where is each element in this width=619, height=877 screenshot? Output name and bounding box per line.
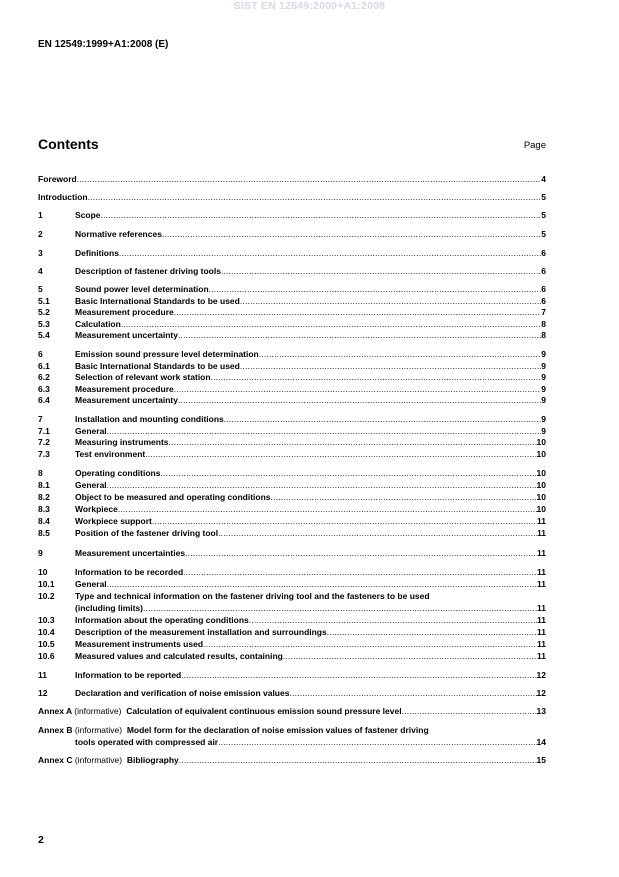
watermark: SIST EN 12549:2000+A1:2008 (233, 0, 386, 12)
toc-label: Scope (75, 210, 101, 220)
toc-number: 1 (38, 210, 43, 220)
toc-label: Model form for the declaration of noise emission values of fastener driving (126, 725, 429, 735)
toc-label: Declaration and verification of noise emission values (75, 688, 290, 698)
annex-label: Annex C (38, 755, 73, 765)
toc-page-number: 10 (536, 492, 546, 502)
toc-label: General (75, 579, 107, 589)
page-title: Contents (38, 136, 99, 152)
toc-label: Type and technical information on the fastener driving tool and the fasteners to be used (75, 591, 430, 601)
toc-label: Workpiece support (75, 516, 152, 526)
toc-page-number: 11 (537, 639, 546, 649)
toc-number: 6 (38, 349, 43, 359)
toc-number: 10.2 (38, 591, 55, 601)
toc-page-number: 5 (541, 210, 546, 220)
toc-page-number: 9 (541, 360, 546, 371)
toc-page-number: 9 (541, 425, 546, 436)
toc-page-number: 10 (536, 480, 546, 490)
toc-page-number: 11 (537, 579, 546, 589)
toc-label: Test environment (75, 448, 146, 459)
toc-page-number: 8 (541, 318, 546, 329)
toc-number: 10.5 (38, 639, 55, 649)
toc-page-number: 11 (537, 528, 546, 538)
toc-page-number: 9 (541, 372, 546, 382)
toc-page-number: 11 (537, 651, 546, 661)
toc-page-number: 15 (536, 755, 546, 765)
toc-page-number: 10 (536, 504, 546, 514)
toc-label: Basic International Standards to be used (75, 360, 240, 371)
toc-number: 5.4 (38, 330, 50, 340)
toc-label: General (75, 425, 107, 436)
toc-label: Object to be measured and operating conditions (75, 492, 271, 502)
toc-page-number: 10 (536, 468, 546, 478)
toc-label: Measurement uncertainty (75, 330, 178, 340)
toc-number: 5.1 (38, 295, 50, 306)
annex-label: Annex B (38, 725, 73, 735)
toc-number: 11 (38, 670, 47, 680)
toc-page-number: 6 (541, 295, 546, 306)
toc-label: Sound power level determination (75, 284, 209, 294)
document-id: EN 12549:1999+A1:2008 (E) (38, 39, 169, 50)
annex-type: (informative) (74, 725, 123, 735)
toc-label: Measurement procedure (75, 307, 174, 317)
toc-label: Foreword (38, 174, 77, 184)
toc-page-number: 6 (541, 284, 546, 294)
toc-label: Measured values and calculated results, containing (75, 651, 283, 661)
toc-number: 5 (38, 284, 43, 294)
toc-label: Measurement instruments used (75, 639, 204, 649)
toc-page-number: 14 (536, 736, 546, 747)
toc-page-number: 9 (541, 349, 546, 359)
toc-page-number: 11 (537, 615, 546, 625)
toc-number: 2 (38, 229, 43, 239)
toc-number: 7.3 (38, 448, 50, 459)
toc-page-number: 4 (541, 174, 546, 184)
toc-label: Description of fastener driving tools (75, 266, 221, 276)
toc-label-continued: (including limits) (75, 602, 143, 613)
toc-label: Definitions (75, 248, 119, 258)
toc-page-number: 8 (541, 330, 546, 340)
toc-page-number: 12 (536, 670, 546, 680)
toc-page-number: 6 (541, 266, 546, 276)
toc-label: Measurement uncertainty (75, 395, 178, 405)
toc-page-number: 11 (537, 516, 546, 526)
toc-page-number: 10 (536, 448, 546, 459)
annex-type: (informative) (74, 755, 123, 765)
toc-label: Measurement uncertainties (75, 548, 186, 558)
toc-number: 6.2 (38, 372, 50, 382)
toc-number: 7.2 (38, 437, 50, 447)
toc-number: 7 (38, 414, 43, 424)
toc-label: Basic International Standards to be used (75, 295, 240, 306)
toc-number: 5.3 (38, 318, 50, 329)
toc-number: 10.4 (38, 627, 55, 637)
toc-number: 8 (38, 468, 43, 478)
toc-page-number: 11 (537, 548, 546, 558)
toc-page-number: 13 (536, 706, 546, 716)
toc-number: 10.6 (38, 651, 55, 661)
toc-label: Measuring instruments (75, 437, 169, 447)
toc-number: 8.5 (38, 528, 50, 538)
toc-label: Introduction (38, 192, 88, 202)
toc-number: 4 (38, 266, 43, 276)
toc-page-number: 7 (541, 307, 546, 317)
toc-number: 10.3 (38, 615, 55, 625)
toc-page-number: 11 (537, 627, 546, 637)
toc-number: 10 (38, 567, 48, 577)
toc-label: Operating conditions (75, 468, 161, 478)
toc-number: 6.3 (38, 383, 50, 394)
toc-page-number: 10 (536, 437, 546, 447)
toc-label: Information to be recorded (75, 567, 184, 577)
toc-page-number: 12 (536, 688, 546, 698)
toc-page-number: 5 (541, 229, 546, 239)
toc-label-continued: tools operated with compressed air (75, 736, 219, 747)
toc-page-number: 9 (541, 414, 546, 424)
toc-label: Calculation of equivalent continuous emission sound pressure level (126, 706, 402, 716)
toc-number: 6.4 (38, 395, 50, 405)
toc-label: Emission sound pressure level determination (75, 349, 259, 359)
toc-label: Normative references (75, 229, 162, 239)
toc-number: 10.1 (38, 579, 55, 589)
annex-label: Annex A (38, 706, 72, 716)
toc-number: 3 (38, 248, 43, 258)
toc-label: General (75, 480, 107, 490)
page-column-label: Page (523, 140, 546, 151)
toc-number: 5.2 (38, 307, 50, 317)
toc-label: Information to be reported (75, 670, 182, 680)
toc-label: Measurement procedure (75, 383, 174, 394)
toc-number: 7.1 (38, 425, 50, 436)
toc-number: 9 (38, 548, 43, 558)
toc-label: Description of the measurement installation and surroundings (75, 627, 327, 637)
toc-number: 8.2 (38, 492, 50, 502)
toc-number: 8.4 (38, 516, 50, 526)
toc-label: Information about the operating conditions (75, 615, 249, 625)
page-number: 2 (38, 834, 44, 846)
toc-page-number: 6 (541, 248, 546, 258)
toc-label: Position of the fastener driving tool (75, 528, 219, 538)
toc-label: Selection of relevant work station (75, 372, 211, 382)
toc-number: 8.1 (38, 480, 50, 490)
toc-label: Calculation (75, 318, 121, 329)
toc-page-number: 11 (537, 602, 546, 613)
annex-type: (informative) (74, 706, 122, 716)
toc-label: Installation and mounting conditions (75, 414, 224, 424)
toc-number: 12 (38, 688, 48, 698)
toc-label: Bibliography (126, 755, 179, 765)
toc-page-number: 9 (541, 383, 546, 394)
toc-page-number: 11 (537, 567, 546, 577)
toc-number: 8.3 (38, 504, 50, 514)
toc-page-number: 5 (541, 192, 546, 202)
toc-number: 6.1 (38, 360, 50, 371)
toc-page-number: 9 (541, 395, 546, 405)
toc-label: Workpiece (75, 504, 118, 514)
